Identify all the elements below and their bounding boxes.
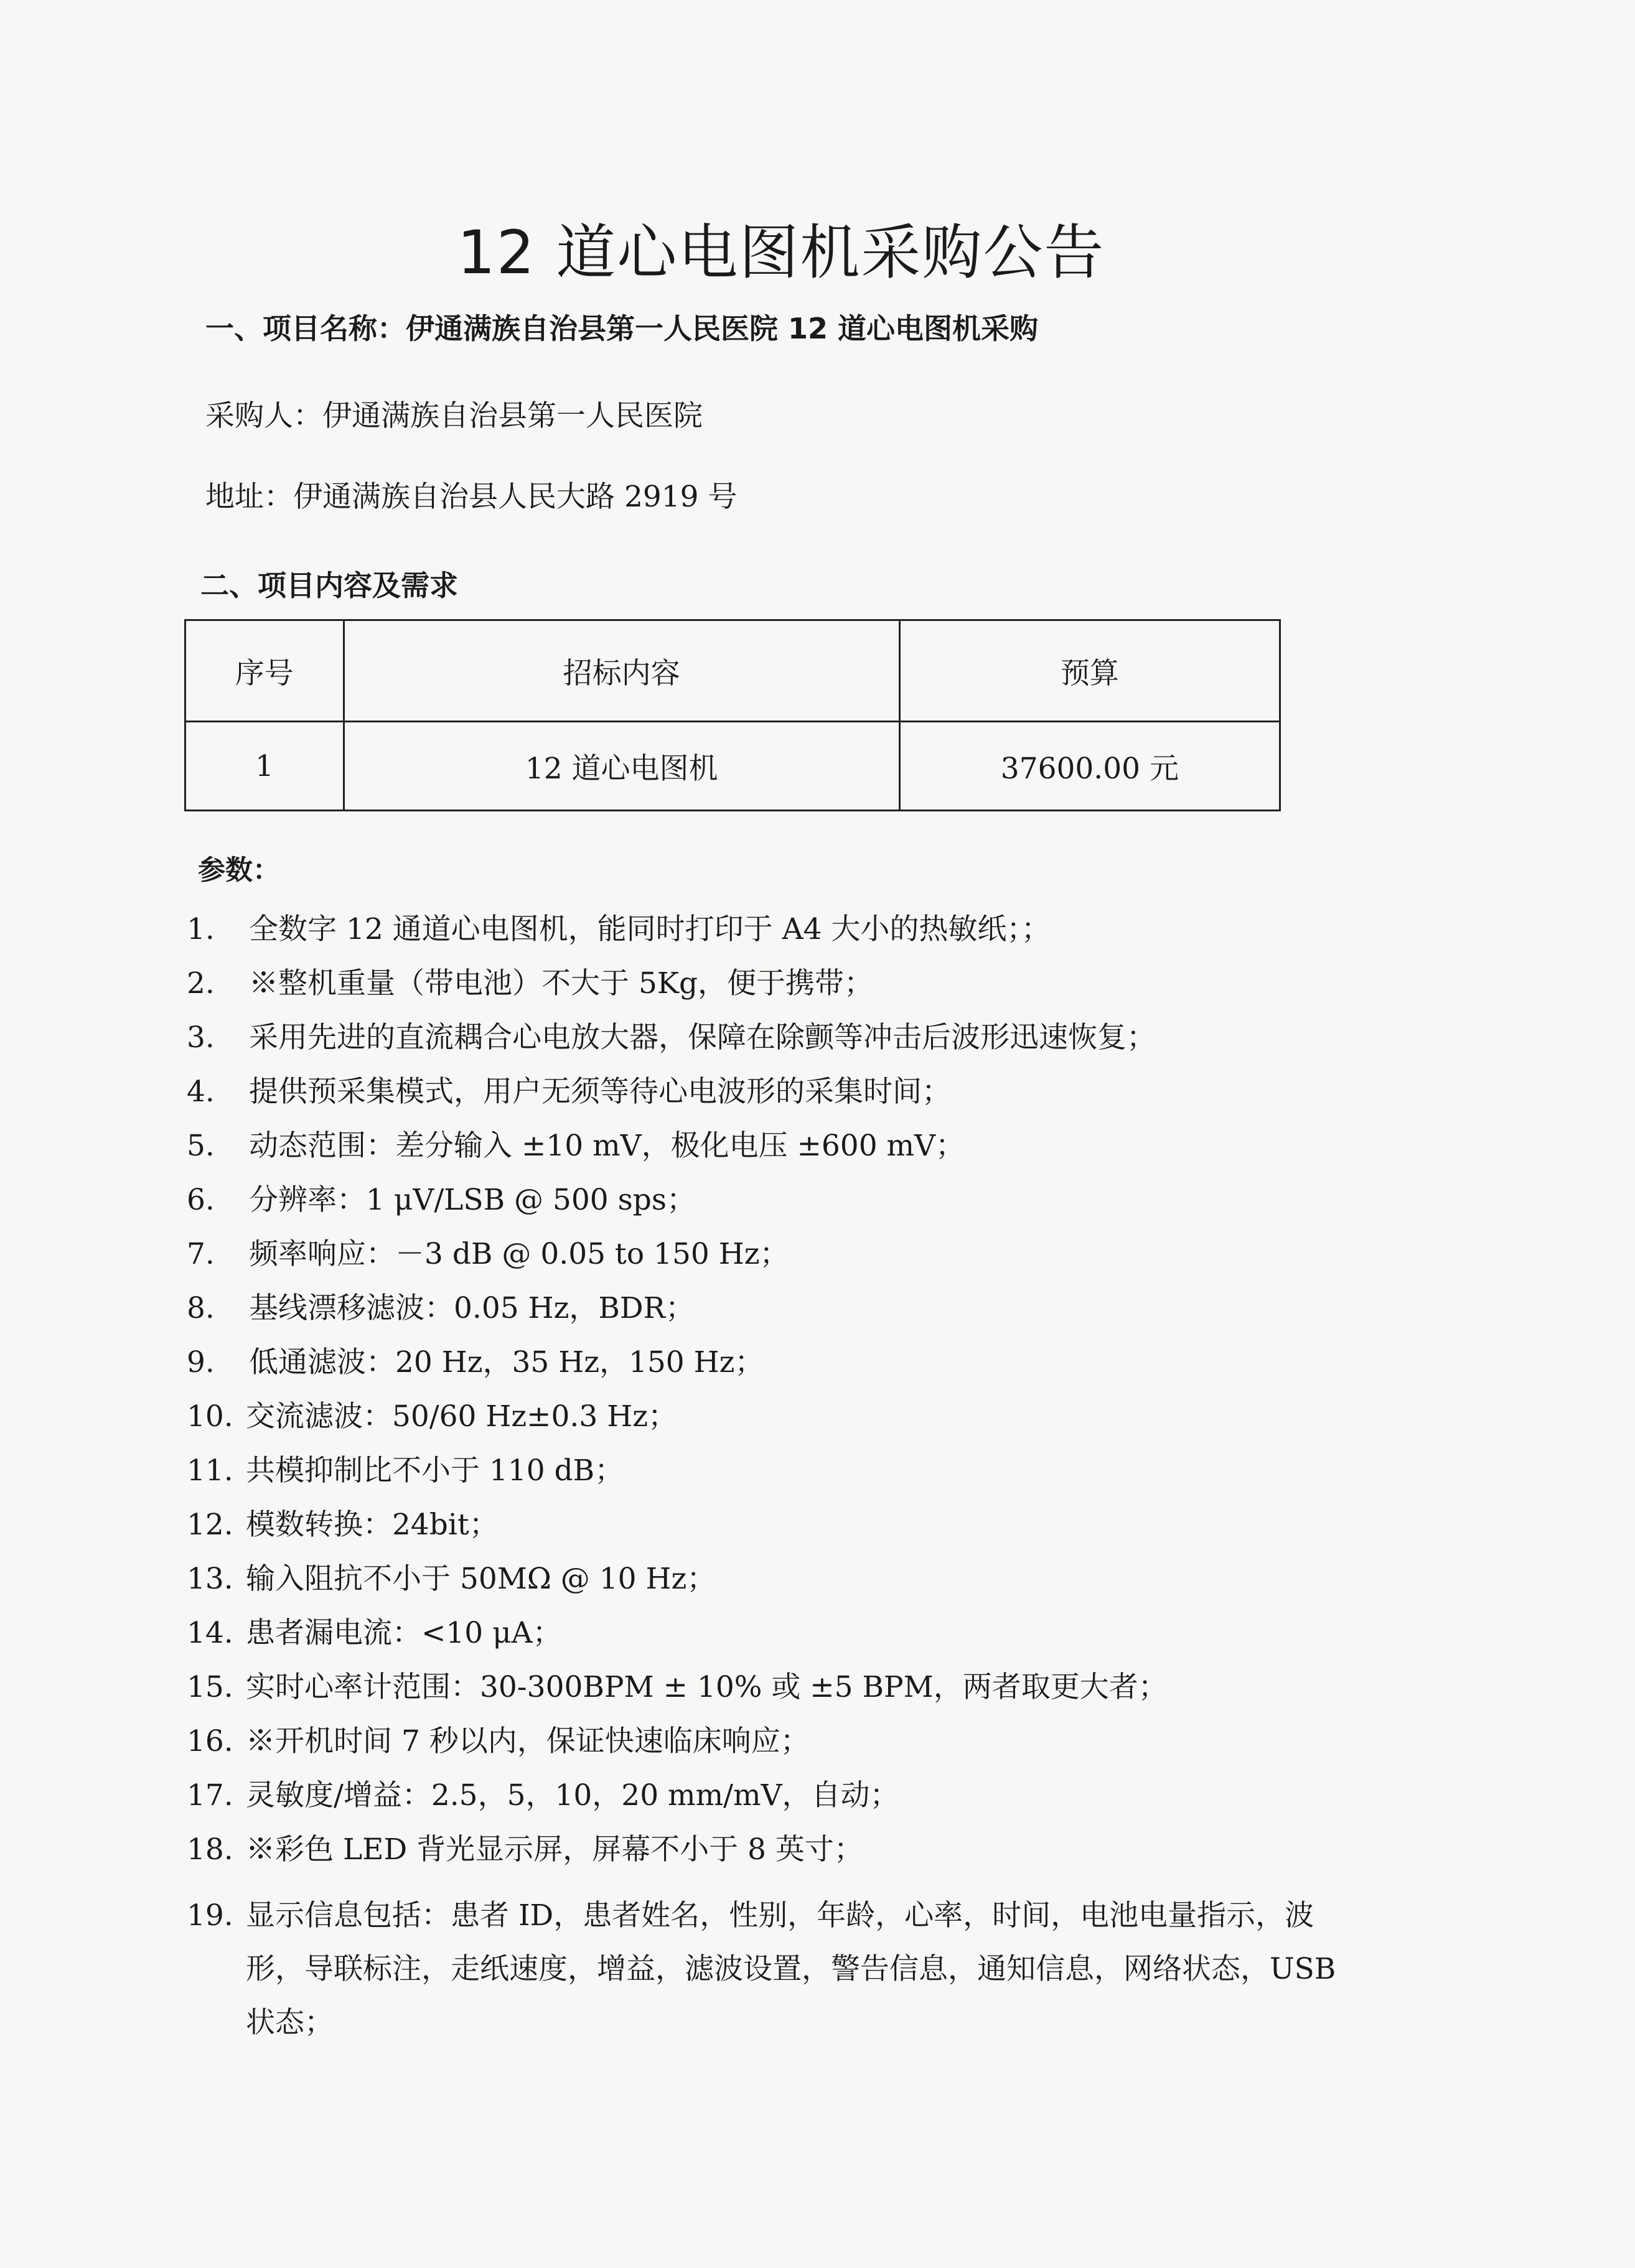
param-number: 12. [187,1508,233,1542]
param-text: 基线漂移滤波：0.05 Hz，BDR； [249,1291,695,1325]
param-text: 模数转换：24bit； [246,1508,499,1542]
param-text: 动态范围：差分输入 ±10 mV，极化电压 ±600 mV； [249,1129,965,1163]
param-item [187,1239,789,1269]
param-item [187,1129,965,1163]
param-text: 低通滤波：20 Hz，35 Hz，150 Hz； [249,1345,764,1379]
param-number: 15. [187,1670,233,1704]
param-text: ※开机时间 7 秒以内，保证快速临床响应； [246,1724,810,1758]
param-number: 2. [187,966,215,1001]
param-text: 频率响应：－3 dB @ 0.05 to 150 Hz； [249,1237,789,1271]
param-item [187,1185,696,1215]
param-text: 全数字 12 通道心电图机，能同时打印于 A4 大小的热敏纸；； [249,912,1051,946]
params-label: 参数： [198,854,280,886]
param-number: 14. [187,1616,233,1650]
param-item [187,1508,499,1542]
project-content-heading: 二、项目内容及需求 [200,569,458,602]
param-text: ※整机重量（带电池）不大于 5Kg，便于携带； [249,966,874,1001]
param-item [187,1670,1168,1704]
param-number: 18. [187,1832,233,1867]
cell-index: 1 [185,722,344,811]
param-text: 采用先进的直流耦合心电放大器，保障在除颤等冲击后波形迅速恢复； [249,1020,1156,1055]
param-text: 分辨率：1 μV/LSB @ 500 sps； [249,1183,696,1217]
param-item [187,1291,695,1325]
param-text: 交流滤波：50/60 Hz±0.3 Hz； [246,1399,677,1434]
header-cell-index: 序号 [185,620,344,722]
param-number: 1. [187,912,215,946]
param-number: 5. [187,1129,215,1163]
param-item [187,1075,951,1109]
param-item [187,1399,677,1434]
param-text: 提供预采集模式，用户无须等待心电波形的采集时间； [249,1075,951,1109]
param-item [187,1454,624,1488]
requirements-table [184,619,1281,811]
param-number: 9. [187,1345,215,1379]
param-number: 8. [187,1291,215,1325]
param-number: 17. [187,1778,233,1813]
param-text: 输入阻抗不小于 50MΩ @ 10 Hz； [246,1562,716,1596]
param-number: 13. [187,1562,233,1596]
header-cell-content: 招标内容 [344,620,899,722]
project-name-heading: 一、项目名称：伊通满族自治县第一人民医院 12 道心电图机采购 [205,312,1039,345]
table-header-row [185,620,1280,722]
param-text: 实时心率计范围：30-300BPM ± 10% 或 ±5 BPM，两者取更大者； [246,1670,1168,1704]
param-text: ※彩色 LED 背光显示屏，屏幕不小于 8 英寸； [246,1832,863,1867]
param-number: 19. [187,1898,233,1933]
param-number: 16. [187,1724,233,1758]
param-item [187,912,1051,946]
cell-budget: 37600.00 元 [899,722,1280,811]
param-number: 11. [187,1454,233,1488]
param-item [187,966,874,1001]
param-number: 7. [187,1237,215,1271]
param-item [187,1618,562,1648]
header-cell-budget: 预算 [899,620,1280,722]
param-number: 6. [187,1183,215,1217]
table-row [185,722,1280,811]
address-line: 地址：伊通满族自治县人民大路 2919 号 [205,480,738,514]
param-item [187,1724,810,1758]
cell-content: 12 道心电图机 [344,722,899,811]
param-item [187,1564,716,1594]
buyer-line: 采购人：伊通满族自治县第一人民医院 [205,399,703,433]
param-item [187,1345,764,1379]
param-item [187,1778,899,1813]
param-number: 4. [187,1075,215,1109]
param-text: 共模抑制比不小于 110 dB； [246,1454,624,1488]
param-text: 患者漏电流：<10 μA； [246,1616,562,1650]
document-title: 12 道心电图机采购公告 [457,218,1105,287]
param-number: 3. [187,1020,215,1055]
param-text: 显示信息包括：患者 ID，患者姓名，性别，年龄，心率，时间，电池电量指示，波形，导联标注，走纸速度，增益，滤波设置，警告信息，通知信息，网络状态，USB 状态； [246,1898,1336,2040]
param-text: 灵敏度/增益：2.5，5，10，20 mm/mV，自动； [246,1778,899,1813]
param-number: 10. [187,1399,233,1434]
param-item [187,1832,863,1867]
param-item [187,1020,1156,1055]
